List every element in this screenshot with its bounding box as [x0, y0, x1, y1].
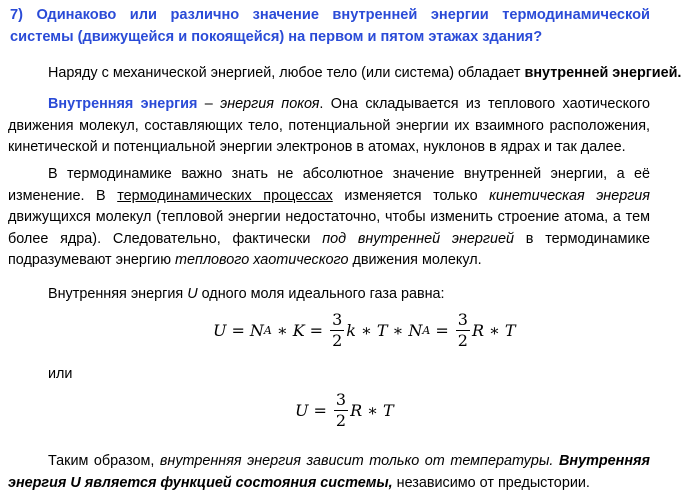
- formula-symbol: R: [350, 401, 363, 420]
- conclusion-bold-italic: Внутренняя энергия U является функцией состояния системы,: [8, 453, 651, 491]
- ideal-gas-variable: U: [187, 286, 198, 302]
- formula-subscript: A: [422, 324, 431, 337]
- paragraph-ideal-gas: [8, 284, 650, 306]
- formula-fraction: [456, 312, 470, 349]
- formula-operator: ∗: [360, 321, 372, 340]
- formula-symbol: T: [504, 321, 516, 340]
- fraction-denominator: 2: [335, 411, 347, 430]
- formula-symbol: U: [213, 321, 227, 340]
- formula-symbol: T: [376, 321, 388, 340]
- formula-symbol: R: [471, 321, 484, 340]
- fraction-numerator: 3: [457, 310, 468, 329]
- formula-symbol: N: [408, 321, 423, 340]
- formula-symbol: T: [383, 401, 394, 420]
- intro-text: Наряду с механической энергией, любое тело (или система) обладает: [48, 65, 525, 81]
- thermo-italic-3: теплового хаотического: [175, 252, 349, 268]
- definition-term: Внутренняя энергия: [48, 96, 198, 112]
- paragraph-thermodynamics: [8, 164, 650, 272]
- formula-operator: =: [313, 401, 327, 420]
- ideal-gas-text-1: Внутренняя энергия: [48, 286, 188, 302]
- formula-operator: ∗: [392, 321, 404, 340]
- thermo-text-5: движения молекул.: [348, 252, 482, 268]
- formula-operator: =: [435, 321, 449, 340]
- intro-bold-term: внутренней энергией.: [524, 65, 681, 81]
- formula-operator: ∗: [276, 321, 288, 340]
- formula-symbol: K: [292, 321, 305, 340]
- fraction-numerator: 3: [332, 310, 343, 329]
- definition-italic: энергия покоя: [220, 96, 320, 112]
- formula-internal-energy-1: [213, 312, 516, 349]
- formula-operator: =: [231, 321, 245, 340]
- formula-operator: =: [309, 321, 324, 340]
- formula-fraction: [330, 312, 344, 349]
- fraction-denominator: 2: [457, 331, 468, 350]
- ideal-gas-text-2: одного моля идеального газа равна:: [197, 286, 445, 302]
- thermo-italic-1: кинетическая энергия: [489, 187, 650, 204]
- formula-operator: ∗: [367, 401, 378, 420]
- conclusion-italic: внутренняя энергия зависит только от температуры.: [159, 453, 554, 469]
- thermo-underlined: термодинамических процессах: [117, 187, 333, 204]
- conclusion-text-2: независимо от предыстории.: [392, 474, 590, 491]
- definition-text: . Она складывается из теплового хаотического движения молекул, составляющих тело, потенциальной энергии их взаимного расположения, кинетической и потенциальной энергии электронов в атомах, нуклонов в ядрах и так далее.: [8, 96, 650, 155]
- formula-internal-energy-2: [295, 392, 394, 429]
- formula-symbol: U: [295, 401, 309, 420]
- paragraph-intro: [8, 63, 681, 85]
- paragraph-conclusion: [8, 451, 650, 494]
- thermo-text-3: движущихся молекул (тепловой энергии недостаточно, чтобы изменить строение атома, а тем более ядра). Следовательно, фактически: [8, 209, 650, 247]
- fraction-numerator: 3: [335, 390, 347, 409]
- thermo-text-2: изменяется только: [332, 187, 490, 204]
- thermo-text-1: В термодинамике важно знать не абсолютное значение внутренней энергии, а её изменение. В: [8, 166, 650, 204]
- thermo-italic-2: под внутренней энергией: [322, 230, 515, 247]
- fraction-denominator: 2: [332, 331, 343, 350]
- paragraph-definition: [8, 94, 650, 159]
- formula-subscript: A: [263, 324, 272, 337]
- formula-symbol: k: [346, 321, 356, 340]
- definition-dash: –: [197, 96, 221, 112]
- question-heading: 7) Одинаково или различно значение внутренней энергии термодинамической системы (движущейся и покоящейся) на первом и пятом этажах здания?: [10, 7, 650, 45]
- formula-operator: ∗: [488, 321, 500, 340]
- formula-fraction: [334, 392, 348, 429]
- formula-symbol: N: [249, 321, 264, 340]
- conclusion-text-1: Таким образом,: [48, 453, 160, 469]
- thermo-text-4: в термодинамике подразумевают энергию: [8, 230, 651, 268]
- or-label: или: [48, 366, 73, 382]
